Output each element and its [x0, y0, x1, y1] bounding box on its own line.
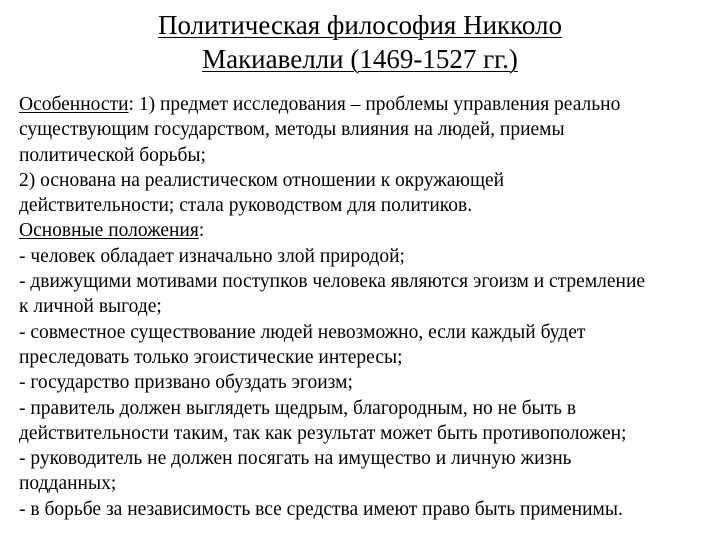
- provision-line-7: действительности таким, так как результат может быть противоположен;: [19, 422, 627, 444]
- provision-line-0: - человек обладает изначально злой природой;: [19, 245, 405, 267]
- provision-line-9: подданных;: [19, 473, 117, 495]
- provisions-label: Основные положения: [19, 220, 199, 242]
- slide-title: [0, 8, 720, 76]
- title-line-2: Макиавелли (1469-1527 гг.): [202, 44, 518, 74]
- provisions-heading-line: [19, 218, 709, 243]
- provision-line-4: преследовать только эгоистические интересы;: [19, 346, 403, 368]
- slide-body: [19, 92, 709, 522]
- provision-line-10: - в борьбе за независимость все средства имеют право быть применимы.: [19, 498, 623, 520]
- provision-line-3: - совместное существование людей невозможно, если каждый будет: [19, 321, 586, 343]
- features-line-1: существующим государством, методы влияния на людей, приемы: [19, 119, 565, 141]
- features-line-0: : 1) предмет исследования – проблемы управления реально: [128, 94, 621, 115]
- provision-line-2: к личной выгоде;: [19, 296, 162, 318]
- features-line-3: 2) основана на реалистическом отношении к окружающей: [19, 169, 505, 191]
- provision-line-8: - руководитель не должен посягать на имущество и личную жизнь: [19, 448, 572, 470]
- features-line-2: политической борьбы;: [19, 144, 206, 166]
- features-line-4: действительности; стала руководством для политиков.: [19, 195, 473, 217]
- title-line-1: Политическая философия Никколо: [157, 10, 562, 40]
- provision-line-6: - правитель должен выглядеть щедрым, благородным, но не быть в: [19, 397, 577, 419]
- provisions-suffix: :: [198, 220, 205, 242]
- provision-line-1: - движущими мотивами поступков человека являются эгоизм и стремление: [19, 271, 646, 293]
- features-label: Особенности: [19, 94, 129, 115]
- provision-line-5: - государство призвано обуздать эгоизм;: [19, 372, 353, 394]
- features-heading-line: [19, 92, 709, 117]
